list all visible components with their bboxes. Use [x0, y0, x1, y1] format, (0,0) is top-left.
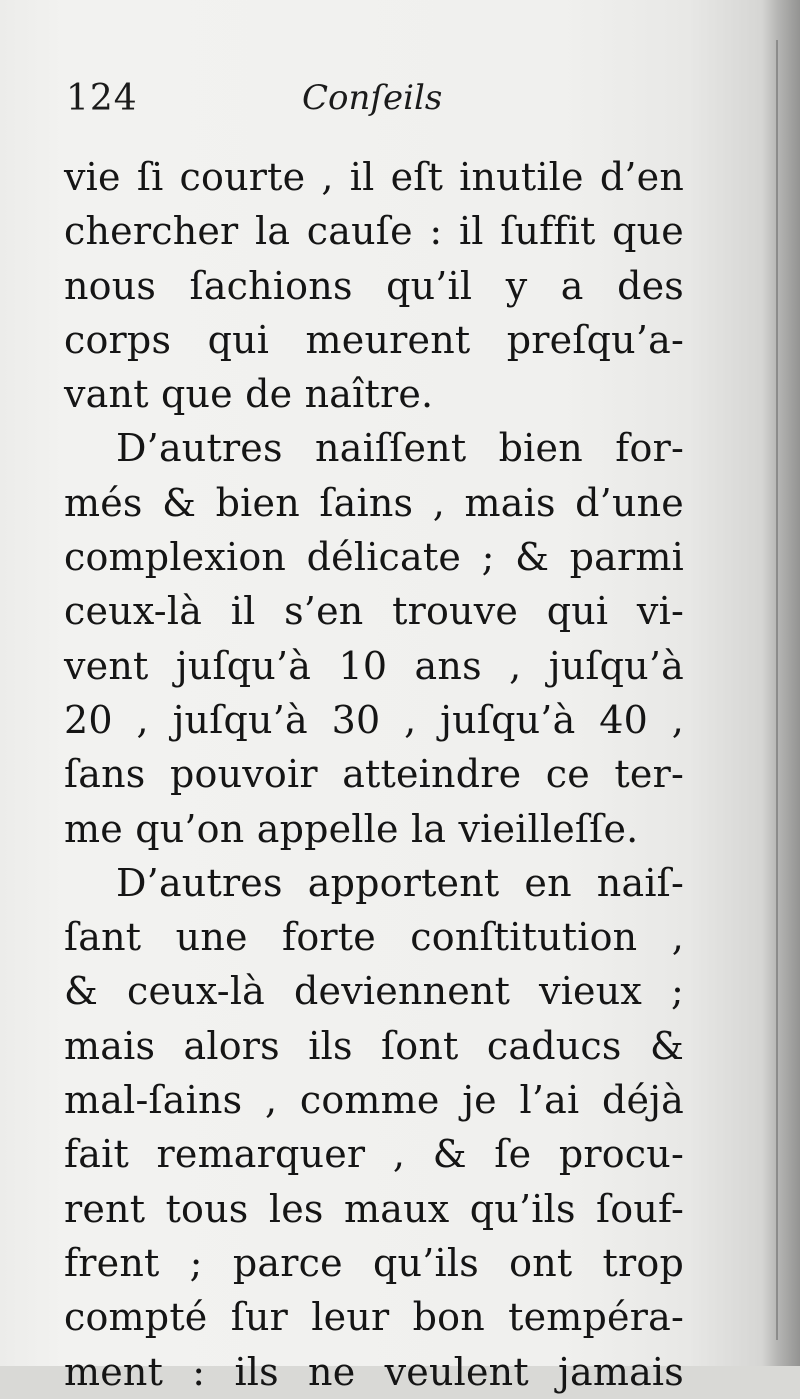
text-line: mal-ſains , comme je l’ai déjà: [64, 1078, 684, 1123]
text-line: & ceux-là deviennent vieux ;: [64, 969, 684, 1014]
text-line: vant que de naître.: [64, 372, 434, 417]
text-line: ſans pouvoir atteindre ce ter-: [64, 752, 684, 797]
text-line: nous ſachions qu’il y a des: [64, 263, 684, 308]
paragraph-start-line: D’autres naiſſent bien for-: [116, 426, 684, 471]
page-edge: [776, 40, 778, 1340]
text-line: complexion délicate ; & parmi: [64, 535, 684, 580]
text-line: ſant une forte conſtitution ,: [64, 915, 684, 960]
text-line: compté ſur leur bon tempéra-: [64, 1295, 684, 1340]
text-line: frent ; parce qu’ils ont trop: [64, 1240, 684, 1285]
text-line: me qu’on appelle la vieilleſſe.: [64, 806, 639, 851]
text-line: rent tous les maux qu’ils ſouf-: [64, 1186, 684, 1231]
page-header: [66, 78, 666, 128]
text-line: ceux-là il s’en trouve qui vi-: [64, 589, 684, 634]
text-line: fait remarquer , & ſe procu-: [64, 1132, 684, 1177]
paragraph-start-line: D’autres apportent en naiſ-: [116, 860, 684, 905]
page-number: 124: [66, 78, 138, 119]
text-line: vie ſi courte , il eſt inutile d’en: [64, 155, 684, 199]
text-line: ment : ils ne veulent jamais: [64, 1349, 684, 1394]
page-shadow: [762, 0, 800, 1366]
body-text: [64, 150, 684, 1399]
text-line: 20 , juſqu’à 30 , juſqu’à 40 ,: [64, 697, 684, 742]
running-title: Conſeils: [302, 78, 443, 118]
text-line: corps qui meurent preſqu’a-: [64, 317, 684, 362]
text-line: més & bien ſains , mais d’une: [64, 480, 684, 525]
text-line: chercher la cauſe : il ſuffit que: [64, 209, 684, 254]
text-line: mais alors ils ſont caducs &: [64, 1023, 684, 1068]
text-line: vent juſqu’à 10 ans , juſqu’à: [64, 643, 684, 688]
